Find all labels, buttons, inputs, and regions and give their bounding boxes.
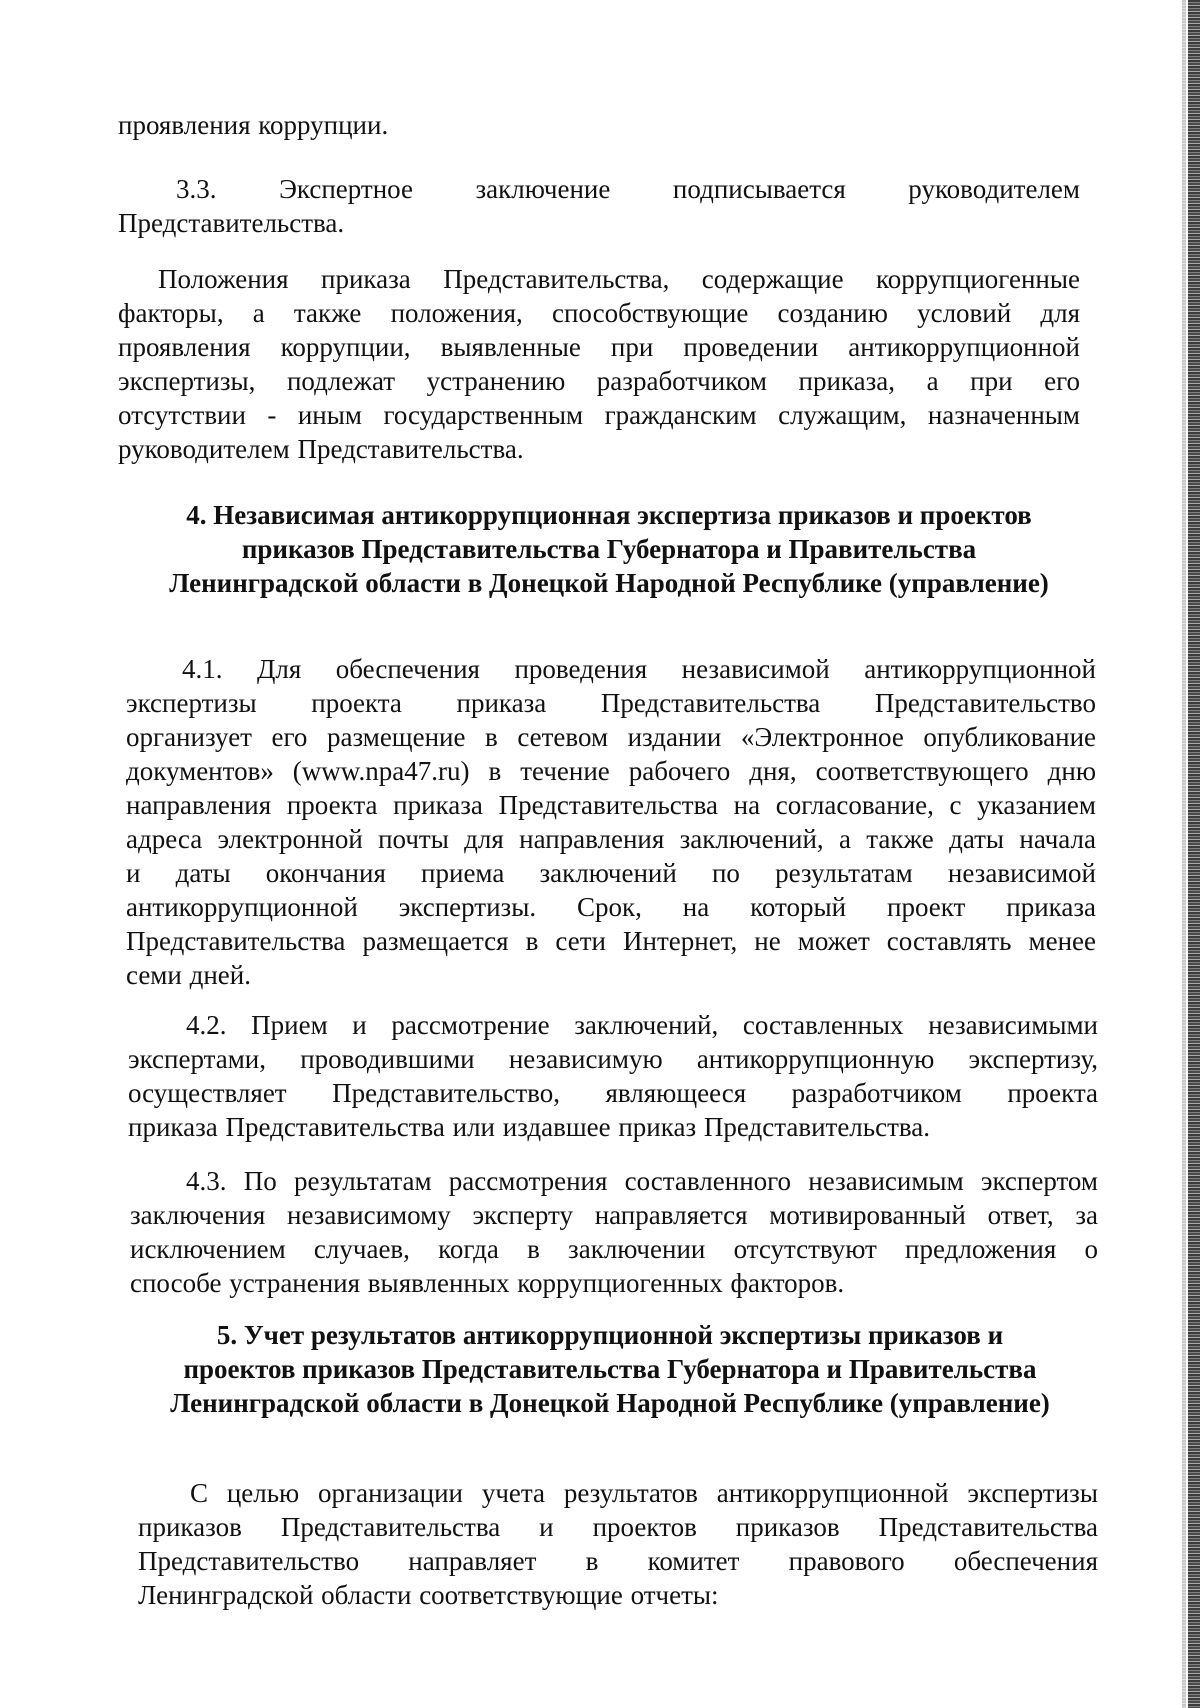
text-line: С целью организации учета результатов антикоррупционной экспертизы — [190, 1478, 1098, 1508]
text-line: Представительства. — [118, 208, 345, 238]
text-line: осуществляет Представительство, являющееся разработчиком проекта — [128, 1078, 1098, 1108]
text-line: руководителем Представительства. — [118, 434, 524, 464]
text-line: приказа Представительства или издавшее приказ Представительства. — [128, 1112, 931, 1142]
text-line: факторы, а также положения, способствующие созданию условий для — [118, 298, 1080, 328]
text-line: приказов Представительства и проектов приказов Представительства — [138, 1512, 1098, 1542]
text-line: 4.1. Для обеспечения проведения независимой антикоррупционной — [182, 654, 1096, 684]
text-line: экспертизы, подлежат устранению разработчиком приказа, а при его — [118, 366, 1080, 396]
text-line: адреса электронной почты для направления заключений, а также даты начала — [126, 824, 1096, 854]
text-line: 4.3. По результатам рассмотрения составленного независимым экспертом — [186, 1166, 1098, 1196]
heading-line: Ленинградской области в Донецкой Народной Республике (управление) — [169, 568, 1049, 598]
paragraph-4-2 — [128, 1008, 1098, 1144]
text-line: проявления коррупции, выявленные при проведении антикоррупционной — [118, 332, 1080, 362]
text-line: исключением случаев, когда в заключении отсутствуют предложения о — [130, 1234, 1098, 1264]
text-line: Ленинградской области соответствующие отчеты: — [138, 1580, 719, 1610]
text-line: документов» (www.npa47.ru) в течение рабочего дня, соответствующего дню — [126, 756, 1096, 786]
scan-edge-strip — [1188, 0, 1200, 1708]
scan-edge-shadow — [1182, 0, 1186, 1708]
text-line: 4.2. Прием и рассмотрение заключений, составленных независимыми — [186, 1010, 1098, 1040]
heading-line: проектов приказов Представительства Губернатора и Правительства — [183, 1354, 1037, 1384]
text-line: проявления коррупции. — [118, 110, 389, 140]
text-line: антикоррупционной экспертизы. Срок, на который проект приказа — [126, 892, 1096, 922]
heading-line: 5. Учет результатов антикоррупционной экспертизы приказов и — [216, 1320, 1004, 1350]
paragraph-5 — [138, 1476, 1098, 1612]
text-line: отсутствии - иным государственным гражданским служащим, назначенным — [118, 400, 1080, 430]
text-line: 3.3. Экспертное заключение подписывается руководителем — [176, 174, 1080, 204]
paragraph-3-3 — [118, 172, 1080, 240]
paragraph-provisions — [118, 262, 1080, 466]
text-line: Представительства размещается в сети Интернет, не может составлять менее — [126, 926, 1096, 956]
text-line: и даты окончания приема заключений по результатам независимой — [126, 858, 1096, 888]
text-line: экспертами, проводившими независимую антикоррупционную экспертизу, — [128, 1044, 1098, 1074]
text-line: семи дней. — [126, 960, 251, 990]
paragraph-4-3 — [130, 1164, 1098, 1300]
text-line: экспертизы проекта приказа Представительства Представительство — [126, 688, 1096, 718]
section-heading-4 — [120, 498, 1098, 600]
text-line: способе устранения выявленных коррупциогенных факторов. — [130, 1268, 845, 1298]
paragraph-4-1 — [126, 652, 1096, 992]
heading-line: Ленинградской области в Донецкой Народной Республике (управление) — [170, 1388, 1050, 1418]
section-heading-5 — [120, 1318, 1100, 1420]
text-line: направления проекта приказа Представительства на согласование, с указанием — [126, 790, 1096, 820]
text-line: Положения приказа Представительства, содержащие коррупциогенные — [158, 264, 1080, 294]
heading-line: приказов Представительства Губернатора и Правительства — [241, 534, 977, 564]
heading-line: 4. Независимая антикоррупционная экспертиза приказов и проектов — [186, 500, 1032, 530]
text-line: Представительство направляет в комитет правового обеспечения — [138, 1546, 1098, 1576]
text-line: организует его размещение в сетевом издании «Электронное опубликование — [126, 722, 1096, 752]
text-line: заключения независимому эксперту направляется мотивированный ответ, за — [130, 1200, 1098, 1230]
paragraph-tail — [118, 108, 1038, 142]
